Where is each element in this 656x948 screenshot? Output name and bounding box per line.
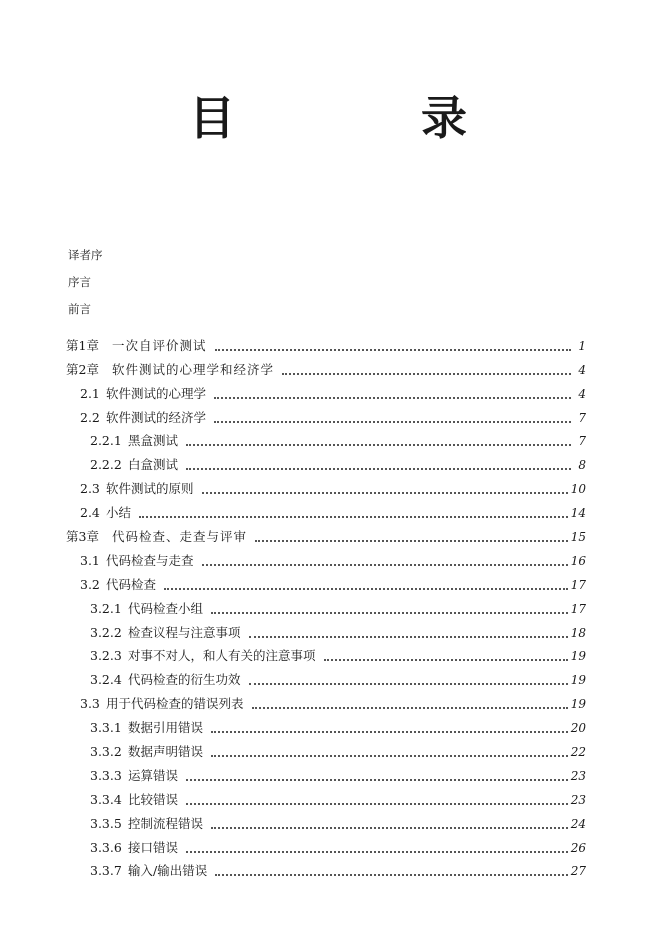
toc-entry-label: 数据引用错误	[128, 720, 204, 736]
page-title: 目 录	[189, 91, 537, 145]
toc-leader-dots	[214, 397, 571, 399]
toc-entry-number: 3.2.4	[90, 672, 122, 688]
toc-entry	[66, 688, 586, 712]
toc-entry	[66, 712, 586, 736]
toc-entry-page: 17	[570, 601, 586, 616]
toc-leader-dots	[282, 373, 571, 375]
toc-entry-page: 4	[578, 362, 586, 377]
toc-entry-page: 19	[570, 697, 586, 712]
toc-leader-dots	[211, 612, 568, 614]
front-matter-foreword: 序言	[68, 275, 91, 289]
toc-entry-page: 22	[570, 745, 586, 760]
toc-entry	[66, 426, 586, 450]
toc-entry	[66, 378, 586, 402]
toc-entry	[66, 473, 586, 497]
toc-entry-number: 3.2.1	[90, 600, 122, 616]
toc-leader-dots	[215, 874, 568, 876]
toc-entry	[66, 330, 586, 354]
toc-entry	[66, 521, 586, 545]
toc-entry	[66, 736, 586, 760]
toc-entry-label: 代码检查、走查与评审	[112, 529, 248, 545]
toc-leader-dots	[202, 492, 568, 494]
toc-entry-number: 2.2.1	[90, 433, 122, 449]
toc-leader-dots	[164, 588, 568, 590]
toc-entry-label: 检查议程与注意事项	[128, 624, 241, 640]
toc-entry-label: 代码检查的衍生功效	[128, 672, 241, 688]
toc-entry-number: 3.3.3	[90, 767, 122, 783]
toc-entry-number: 3.3.4	[90, 791, 122, 807]
toc-entry-number: 3.2	[80, 576, 100, 592]
toc-entry-number: 2.1	[80, 385, 100, 401]
toc-entry-number: 2.2.2	[90, 457, 122, 473]
toc-entry-page: 19	[570, 649, 586, 664]
toc-entry-number: 3.2.3	[90, 648, 122, 664]
toc-leader-dots	[211, 755, 568, 757]
toc-entry	[66, 402, 586, 426]
toc-entry-label: 对事不对人，和人有关的注意事项	[128, 648, 316, 664]
toc-entry-label: 一次自评价测试	[112, 337, 207, 353]
toc-entry-page: 14	[570, 506, 586, 521]
toc-entry-number: 3.3.7	[90, 863, 122, 879]
toc-entry-page: 23	[570, 792, 586, 807]
toc-entry-label: 代码检查小组	[128, 600, 204, 616]
toc-entry-label: 运算错误	[128, 767, 179, 783]
toc-leader-dots	[139, 516, 568, 518]
toc-leader-dots	[186, 444, 571, 446]
toc-entry-label: 软件测试的原则	[106, 481, 194, 497]
toc-entry-page: 23	[570, 768, 586, 783]
toc-entry-page: 17	[570, 577, 586, 592]
toc-entry-label: 软件测试的经济学	[106, 409, 207, 425]
toc-entry	[66, 354, 586, 378]
toc-leader-dots	[215, 349, 571, 351]
toc-leader-dots	[252, 707, 568, 709]
toc-entry-label: 数据声明错误	[128, 744, 204, 760]
toc-entry-number: 3.3.1	[90, 720, 122, 736]
front-matter-translator-preface: 译者序	[68, 248, 103, 262]
toc-leader-dots	[186, 468, 571, 470]
toc-entry-number: 第1章	[66, 337, 99, 353]
toc-entry	[66, 832, 586, 856]
toc-entry	[66, 617, 586, 641]
toc-entry-page: 26	[570, 840, 586, 855]
front-matter-preface: 前言	[68, 302, 91, 316]
toc-entry	[66, 808, 586, 832]
toc-entry-label: 比较错误	[128, 791, 179, 807]
toc-entry	[66, 664, 586, 688]
toc-entry	[66, 641, 586, 665]
toc-entry-page: 4	[578, 386, 586, 401]
toc-entry-number: 第2章	[66, 361, 99, 377]
toc-entry-page: 20	[570, 721, 586, 736]
toc-entry-label: 小结	[106, 505, 132, 521]
toc-entry-number: 2.3	[80, 481, 100, 497]
toc-entry-page: 7	[578, 434, 586, 449]
toc-entry	[66, 760, 586, 784]
toc-leader-dots	[186, 803, 568, 805]
toc-entry-label: 软件测试的心理学	[106, 385, 207, 401]
toc-entry-number: 2.4	[80, 505, 100, 521]
toc-leader-dots	[186, 779, 568, 781]
toc-entry-number: 第3章	[66, 529, 99, 545]
toc-entry	[66, 545, 586, 569]
toc-leader-dots	[214, 421, 571, 423]
toc-entry-number: 3.2.2	[90, 624, 122, 640]
toc-entry	[66, 497, 586, 521]
toc-entry	[66, 784, 586, 808]
toc-entry-label: 黑盒测试	[128, 433, 179, 449]
toc-entry-label: 输入/输出错误	[128, 863, 208, 879]
toc-entry-number: 3.3.6	[90, 839, 122, 855]
toc-entry-page: 15	[570, 530, 586, 545]
toc-leader-dots	[255, 540, 568, 542]
toc-entry-label: 代码检查与走查	[106, 552, 194, 568]
toc-leader-dots	[249, 636, 568, 638]
toc-entry	[66, 569, 586, 593]
toc-entry-label: 接口错误	[128, 839, 179, 855]
toc-entry-page: 27	[570, 864, 586, 879]
toc-leader-dots	[186, 851, 568, 853]
toc-entry-number: 3.3	[80, 696, 100, 712]
toc-entry-number: 3.3.2	[90, 744, 122, 760]
toc-entry-page: 16	[570, 553, 586, 568]
toc-entry-page: 18	[570, 625, 586, 640]
toc-entry-page: 24	[570, 816, 586, 831]
toc-entry	[66, 856, 586, 880]
toc-entry-number: 2.2	[80, 409, 100, 425]
toc-entry-page: 8	[578, 458, 586, 473]
toc-leader-dots	[202, 564, 568, 566]
toc-entry-label: 用于代码检查的错误列表	[106, 696, 244, 712]
toc-leader-dots	[249, 683, 568, 685]
toc-entry-number: 3.1	[80, 552, 100, 568]
toc-entry-page: 10	[570, 482, 586, 497]
toc-entry-label: 软件测试的心理学和经济学	[112, 361, 275, 377]
toc-entry-page: 7	[578, 410, 586, 425]
toc-leader-dots	[324, 659, 568, 661]
toc-entry-label: 控制流程错误	[128, 815, 204, 831]
toc-leader-dots	[211, 731, 568, 733]
toc-entry-label: 白盒测试	[128, 457, 179, 473]
toc-entry-page: 19	[570, 673, 586, 688]
table-of-contents	[66, 330, 586, 879]
toc-entry-page: 1	[578, 338, 586, 353]
toc-entry-label: 代码检查	[106, 576, 157, 592]
toc-leader-dots	[211, 827, 568, 829]
toc-entry	[66, 593, 586, 617]
toc-entry-number: 3.3.5	[90, 815, 122, 831]
toc-entry	[66, 449, 586, 473]
